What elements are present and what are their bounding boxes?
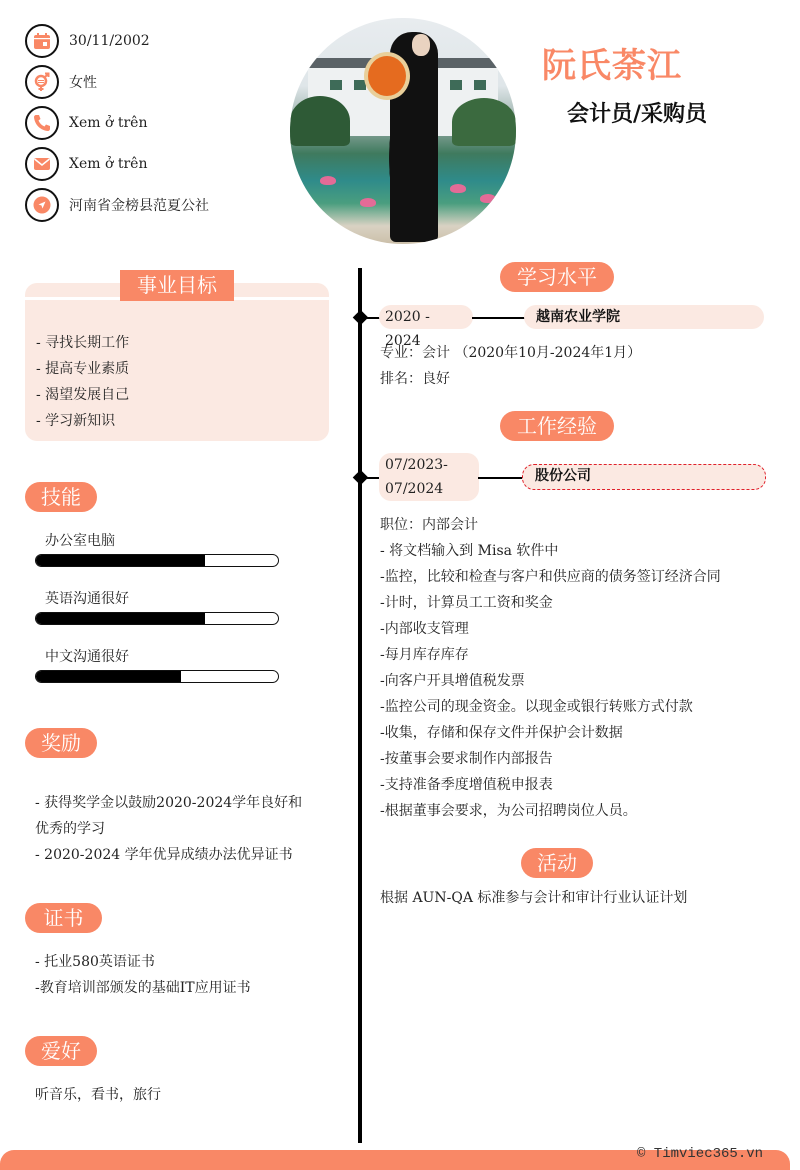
contact-email (25, 143, 209, 184)
photo-tree (452, 98, 516, 146)
experience-duty: - 将文档输入到 Misa 软件中 (380, 543, 559, 559)
skill-item (35, 646, 279, 683)
photo-window (354, 80, 366, 90)
school-name: 越南农业学院 (524, 305, 764, 329)
awards-list (35, 790, 302, 868)
hobbies-heading: 爱好 (25, 1036, 97, 1066)
location-icon (25, 188, 59, 222)
experience-duty: -监控公司的现金资金。以现金或银行转账方式付款 (380, 699, 693, 715)
photo-window (474, 80, 486, 90)
gender-icon (25, 65, 59, 99)
award-item: 优秀的学习 (35, 821, 105, 837)
job-position: 会计员/采购员 (567, 102, 708, 127)
certificates-heading: 证书 (25, 903, 102, 933)
activities-details (380, 885, 687, 911)
email-icon (25, 147, 59, 181)
skill-bar (35, 554, 279, 567)
skill-bar-fill (36, 613, 205, 624)
experience-details (380, 512, 721, 824)
education-major: 专业：会计 （2020年10月-2024年1月） (380, 345, 642, 361)
address-text: 河南省金榜县范夏公社 (69, 197, 209, 214)
photo-lotus (450, 184, 466, 193)
certificate-item: - 托业580英语证书 (35, 954, 155, 970)
objective-item: - 提高专业素质 (36, 361, 130, 377)
timeline-connector (472, 317, 526, 319)
skills-heading: 技能 (25, 482, 97, 512)
activities-text: 根据 AUN-QA 标准参与会计和审计行业认证计划 (380, 890, 688, 906)
hobbies-list (35, 1082, 161, 1108)
experience-date-end: 07/2024 (385, 481, 444, 497)
certificates-list (35, 949, 251, 1001)
certificate-item: -教育培训部颁发的基础IT应用证书 (35, 980, 251, 996)
photo-tree (290, 96, 350, 146)
experience-date-start: 07/2023- (385, 457, 448, 473)
photo-lotus (480, 194, 496, 203)
timeline-line (358, 268, 362, 1143)
award-item: - 2020-2024 学年优异成绩办法优异证书 (35, 847, 293, 863)
candidate-name: 阮氏荼江 (542, 46, 682, 86)
objective-heading: 事业目标 (120, 270, 234, 301)
experience-heading: 工作经验 (500, 411, 614, 441)
email-text: Xem ở trên (69, 155, 148, 172)
photo-window (330, 80, 342, 90)
experience-role: 职位：内部会计 (380, 517, 478, 533)
contact-list (25, 20, 209, 225)
contact-birthdate (25, 20, 209, 61)
skill-bar-fill (36, 671, 181, 682)
skill-bar (35, 612, 279, 625)
photo-flowers (368, 56, 406, 96)
objective-item: - 学习新知识 (36, 413, 116, 429)
education-rank: 排名：良好 (380, 371, 450, 387)
skill-bar-fill (36, 555, 205, 566)
hobbies-text: 听音乐，看书，旅行 (35, 1087, 161, 1103)
education-details (380, 340, 641, 392)
skill-label: 办公室电脑 (45, 533, 115, 549)
photo-window (450, 80, 462, 90)
objective-item: - 渴望发展自己 (36, 387, 130, 403)
photo-lotus (320, 176, 336, 185)
skill-bar (35, 670, 279, 683)
profile-photo (290, 18, 516, 244)
photo-lotus (360, 198, 376, 207)
experience-duty: -向客户开具增值税发票 (380, 673, 525, 689)
calendar-icon (25, 24, 59, 58)
experience-date (379, 453, 479, 501)
company-name: 股份公司 (522, 464, 766, 490)
timeline-connector (478, 477, 524, 479)
activities-heading: 活动 (521, 848, 593, 878)
experience-duty: -每月库存库存 (380, 647, 469, 663)
skill-label: 中文沟通很好 (45, 649, 129, 665)
contact-address (25, 184, 209, 225)
education-heading: 学习水平 (500, 262, 614, 292)
education-date: 2020 - 2024 (379, 305, 473, 329)
skill-item (35, 588, 279, 625)
phone-text: Xem ở trên (69, 114, 148, 131)
awards-heading: 奖励 (25, 728, 97, 758)
objective-list (36, 330, 129, 434)
footer-copyright[interactable]: © Timviec365.vn (637, 1146, 764, 1162)
award-item: - 获得奖学金以鼓励2020-2024学年良好和 (35, 795, 303, 811)
experience-duty: -收集，存储和保存文件并保护会计数据 (380, 725, 623, 741)
experience-duty: -根据董事会要求，为公司招聘岗位人员。 (380, 803, 637, 819)
experience-duty: -计时，计算员工工资和奖金 (380, 595, 553, 611)
experience-duty: -支持准备季度增值税申报表 (380, 777, 553, 793)
experience-duty: -监控，比较和检查与客户和供应商的债务签订经济合同 (380, 569, 721, 585)
skill-label: 英语沟通很好 (45, 591, 129, 607)
experience-duty: -内部收支管理 (380, 621, 469, 637)
objective-item: - 寻找长期工作 (36, 335, 130, 351)
skill-item (35, 530, 279, 567)
birthdate-text: 30/11/2002 (69, 32, 150, 49)
contact-phone (25, 102, 209, 143)
photo-face (412, 34, 430, 56)
experience-duty: -按董事会要求制作内部报告 (380, 751, 553, 767)
gender-text: 女性 (69, 74, 97, 91)
contact-gender (25, 61, 209, 102)
phone-icon (25, 106, 59, 140)
